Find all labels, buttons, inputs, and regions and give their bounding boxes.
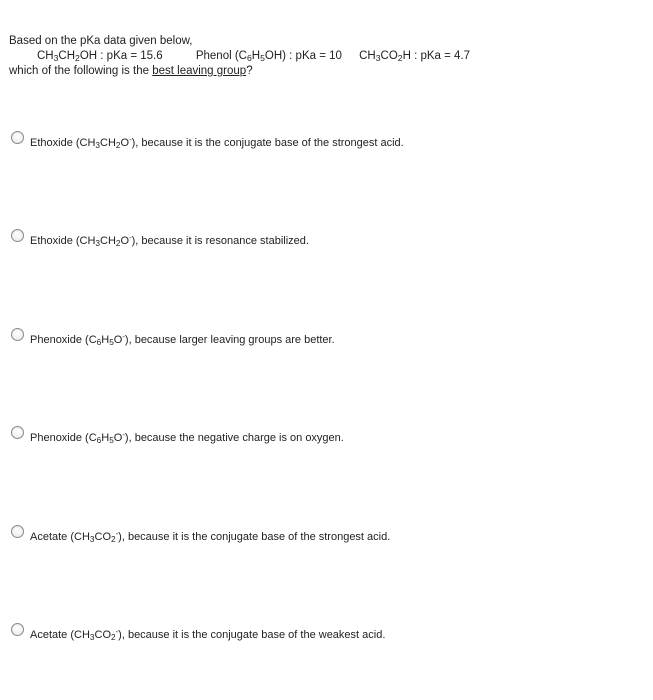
question-stem [9, 34, 639, 79]
pka-ethanol: $CH_3CH_2OH$ : pKa = 15.6 [37, 50, 163, 63]
answer-option-3[interactable] [11, 328, 631, 350]
prompt-emphasis: best leaving group [152, 65, 247, 77]
prompt-end: ? [246, 65, 253, 77]
answer-option-6[interactable] [11, 623, 631, 645]
answer-option-label[interactable]: Phenoxide $(C_6H_5O^-)$, because the negative charge is on oxygen. [30, 430, 344, 445]
answer-option-label[interactable]: Acetate $(CH_3CO_2^-)$, because it is the conjugate base of the strongest acid. [30, 529, 391, 544]
answer-option-1[interactable] [11, 131, 631, 153]
prompt-text: which of the following is the [9, 65, 153, 77]
answer-option-label[interactable]: Ethoxide $(CH_3CH_2O^-)$, because it is the conjugate base of the strongest acid. [30, 135, 404, 150]
radio-button[interactable] [11, 623, 24, 636]
pka-acetic-acid: $CH_3CO_2H$ : pKa = 4.7 [359, 50, 471, 63]
radio-button[interactable] [11, 328, 24, 341]
answer-option-4[interactable] [11, 426, 631, 448]
question-prompt [9, 64, 639, 79]
radio-button[interactable] [11, 525, 24, 538]
radio-button[interactable] [11, 229, 24, 242]
answer-option-label[interactable]: Phenoxide $(C_6H_5O^-)$, because larger leaving groups are better. [30, 332, 335, 347]
answer-option-label[interactable]: Acetate $(CH_3CO_2^-)$, because it is the conjugate base of the weakest acid. [30, 627, 386, 642]
pka-phenol: Phenol $(C_6H_5OH)$ : pKa = 10 [195, 50, 342, 63]
pka-data-line [9, 49, 639, 64]
radio-button[interactable] [11, 426, 24, 439]
question-intro: Based on the pKa data given below, [9, 35, 193, 47]
radio-button[interactable] [11, 131, 24, 144]
answer-option-5[interactable] [11, 525, 631, 547]
answer-option-2[interactable] [11, 229, 631, 251]
answer-option-label[interactable]: Ethoxide $(CH_3CH_2O^-)$, because it is resonance stabilized. [30, 233, 309, 248]
